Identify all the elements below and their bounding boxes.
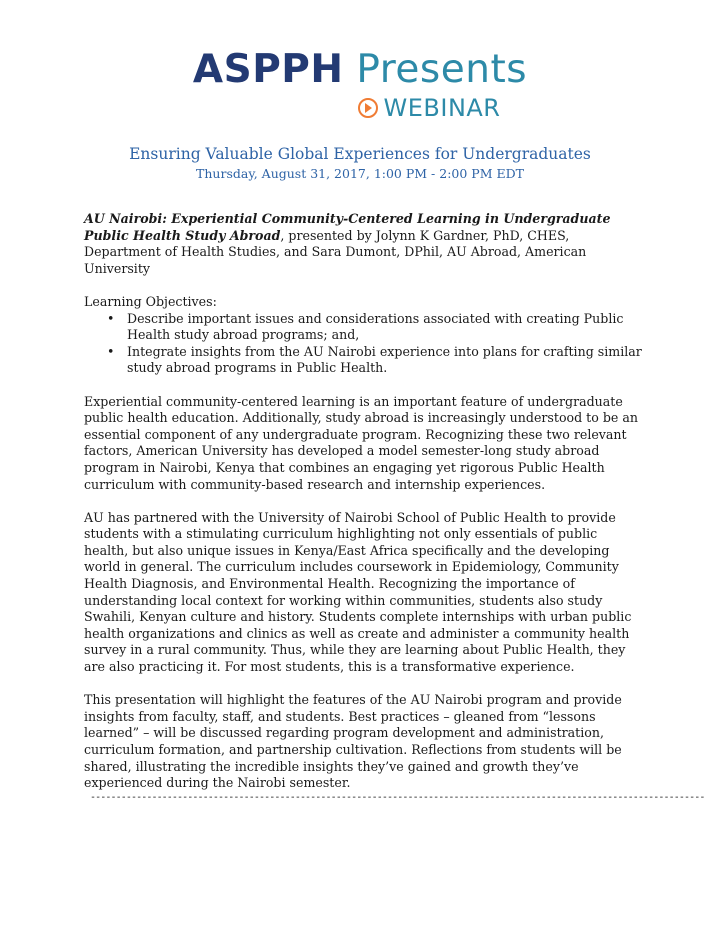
logo-title [0,48,720,92]
paragraph: AU has partnered with the University of Nairobi School of Public Health to provide students with a stimulating curriculum highlighting not only essentials of public health, but also unique issues in Kenya/East Africa specifically and the developing world in general. The curriculum includes coursework in Epidemiology, Community Health Diagnosis, and Environmental Health. Recognizing the importance of understanding local context for working within communities, students also study Swahili, Kenyan culture and history. Students complete internships with urban public health organizations and clinics as well as create and administer a community health survey in a rural community. Thus, while they are learning about Public Health, they are also practicing it. For most students, this is a transformative experience. [84,509,632,675]
logo-webinar-line [0,94,720,122]
paragraph: This presentation will highlight the features of the AU Nairobi program and provide insights from faculty, staff, and students. Best practices – gleaned from “lessons learned” – will be discussed regarding program development and administration, curriculum formation, and partnership cultivation. Reflections from students will be shared, illustrating the incredible insights they’ve gained and growth they’ve experienced during the Nairobi semester. [84,692,622,791]
document-body [84,211,705,804]
paragraph: Experiential community-centered learning is an important feature of undergraduate public health education. Additionally, study abroad is increasingly understood to be an essential component of any undergraduate program. Recognizing these two relevant factors, American University has developed a model semester-long study abroad program in Nairobi, Kenya that combines an engaging yet rigorous Public Health curriculum with community-based research and internship experiences. [84,393,638,492]
presentation-byline: , presented by Jolynn K Gardner, PhD, CHES, Department of Health Studies, and Sara Dumont, DPhil, AU Abroad, American University [84,227,587,276]
logo-presents: Presents [356,47,528,92]
dashed-divider: ------------------------------------------------------------------------------------------------------------------------ [90,791,705,803]
objectives-list [84,311,644,377]
aspph-presents-webinar-logo [0,48,720,122]
webinar-datetime: Thursday, August 31, 2017, 1:00 PM - 2:00 PM EDT [196,166,524,181]
play-circle-icon [358,98,378,118]
webinar-heading [0,144,720,183]
webinar-title: Ensuring Valuable Global Experiences for Undergraduates [129,145,591,163]
logo-brand: ASPPH [192,47,344,92]
objectives-label: Learning Objectives: [84,293,217,309]
presentation-title: AU Nairobi: Experiential Community-Centered Learning in Undergraduate Public Health Study Abroad [84,211,611,243]
objective-item: • Describe important issues and considerations associated with creating Public Health study abroad programs; and, [127,311,644,344]
objective-item: • Integrate insights from the AU Nairobi experience into plans for crafting similar study abroad programs in Public Health. [127,344,644,377]
logo-webinar: WEBINAR [383,94,501,122]
presentation-intro [84,211,644,277]
